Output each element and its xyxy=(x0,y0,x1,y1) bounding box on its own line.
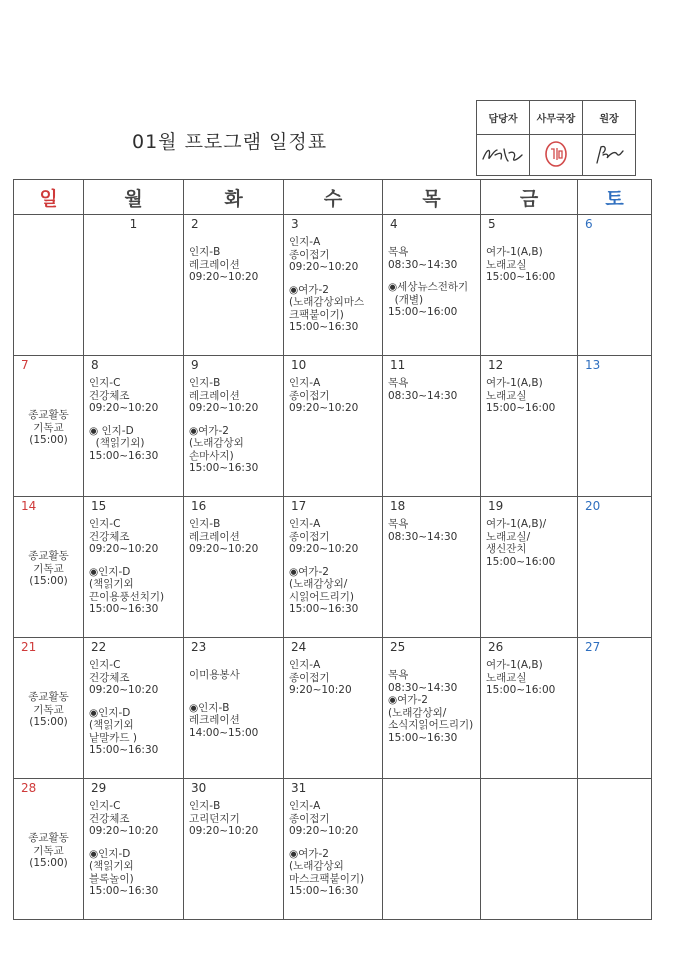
schedule-line: (15:00) xyxy=(29,575,68,587)
day-number: 23 xyxy=(191,640,207,654)
schedule-line: 마스크팩붙이기) xyxy=(289,872,365,885)
approval-box xyxy=(476,100,636,176)
calendar-day-cell xyxy=(383,497,481,638)
schedule-line: (15:00) xyxy=(29,857,68,869)
sunday-service-note xyxy=(19,832,78,870)
day-number: 13 xyxy=(585,358,601,372)
calendar-day-cell xyxy=(184,215,284,356)
schedule-line: 인지-B xyxy=(189,377,221,389)
schedule-line: 15:00~16:00 xyxy=(486,555,556,568)
sunday-service-note xyxy=(19,409,78,447)
day-number: 5 xyxy=(488,217,496,231)
day-number: 31 xyxy=(291,781,307,795)
schedule-line: 노래교실 xyxy=(486,258,527,271)
schedule-line: 09:20~10:20 xyxy=(289,825,359,837)
handwritten-signature-icon xyxy=(479,141,527,167)
line-spacer xyxy=(388,659,475,669)
calendar-week-row xyxy=(14,779,652,920)
schedule-line: (책읽기외 xyxy=(89,860,134,872)
calendar-week-row xyxy=(14,638,652,779)
weekday-header: 월 xyxy=(84,180,184,215)
schedule-line: 9:20~10:20 xyxy=(289,684,352,696)
calendar-day-cell xyxy=(481,497,578,638)
schedule-line: (15:00) xyxy=(29,716,68,728)
day-number: 21 xyxy=(21,640,37,654)
schedule-line: ◉ 인지-D xyxy=(89,424,134,437)
schedule-line: 15:00~16:30 xyxy=(289,603,359,615)
schedule-line: 15:00~16:00 xyxy=(486,271,556,283)
calendar-day-cell xyxy=(284,779,383,920)
day-number xyxy=(21,218,78,232)
schedule-line: 건강체조 xyxy=(89,530,130,543)
line-spacer xyxy=(89,838,178,848)
weekday-header: 토 xyxy=(578,180,652,215)
calendar-day-cell xyxy=(578,638,652,779)
day-number: 14 xyxy=(21,499,37,513)
schedule-line: 소식지읽어드리기) xyxy=(388,719,474,731)
calendar-day-cell xyxy=(14,356,84,497)
schedule-line: 09:20~10:20 xyxy=(189,271,259,283)
schedule-line: 레크레이션 xyxy=(189,389,240,402)
schedule-line: 종교활동 xyxy=(28,550,69,562)
day-number: 15 xyxy=(91,499,107,513)
schedule-line: 노래교실 xyxy=(486,671,527,684)
calendar-body xyxy=(14,215,652,920)
schedule-line: 기독교 xyxy=(33,703,64,716)
day-number: 20 xyxy=(585,499,601,513)
schedule-line: 09:20~10:20 xyxy=(189,825,259,837)
day-number: 24 xyxy=(291,640,307,654)
schedule-line: 15:00~16:30 xyxy=(89,449,159,462)
schedule-line: (노래감상외/ xyxy=(388,706,447,719)
calendar-day-cell xyxy=(84,638,184,779)
schedule-line: (책읽기외) xyxy=(89,437,145,449)
day-number: 18 xyxy=(390,499,406,513)
schedule-line: ◉여가-2 xyxy=(189,424,229,437)
calendar-week-row xyxy=(14,356,652,497)
schedule-line: 종이접기 xyxy=(289,530,330,543)
schedule-line: (노래감상외/ xyxy=(289,578,348,590)
schedule-line: ◉인지-B xyxy=(189,701,230,714)
schedule-line: 손마사지) xyxy=(189,449,234,462)
weekday-header: 화 xyxy=(184,180,284,215)
day-number: 7 xyxy=(21,358,29,372)
schedule-line: 08:30~14:30 xyxy=(388,681,458,694)
schedule-line: 기독교 xyxy=(33,844,64,857)
schedule-line: 인지-A xyxy=(289,800,321,812)
line-spacer xyxy=(89,556,178,566)
schedule-line: 건강체조 xyxy=(89,671,130,684)
schedule-line: 생신잔치 xyxy=(486,543,527,555)
schedule-line: 목욕 xyxy=(388,669,409,681)
schedule-line: 인지-A xyxy=(289,236,321,248)
schedule-line: 종이접기 xyxy=(289,248,330,261)
calendar-day-cell xyxy=(84,356,184,497)
schedule-line: 레크레이션 xyxy=(189,714,240,726)
schedule-line: (책읽기외 xyxy=(89,719,134,731)
weekday-header: 수 xyxy=(284,180,383,215)
schedule-line: 인지-C xyxy=(89,800,121,812)
schedule-line: 여가-1(A,B) xyxy=(486,377,543,389)
approval-header-director: 원장 xyxy=(583,101,636,135)
calendar-day-cell xyxy=(84,497,184,638)
schedule-line: 인지-B xyxy=(189,518,221,530)
schedule-line: 09:20~10:20 xyxy=(89,402,159,414)
schedule-line: 고리던지기 xyxy=(189,812,240,825)
schedule-line: 09:20~10:20 xyxy=(289,261,359,273)
schedule-line: 15:00~16:30 xyxy=(89,744,159,756)
schedule-line: (노래감상외마스 xyxy=(289,296,365,308)
day-number: 4 xyxy=(390,217,398,231)
schedule-line: 끈이용풍선치기) xyxy=(89,590,165,603)
line-spacer xyxy=(189,692,278,702)
calendar-day-cell xyxy=(578,215,652,356)
day-number xyxy=(488,782,572,796)
day-number: 6 xyxy=(585,217,593,231)
calendar-day-cell xyxy=(383,215,481,356)
schedule-line: 15:00~16:30 xyxy=(189,462,259,474)
calendar-day-cell xyxy=(481,215,578,356)
day-number xyxy=(585,782,646,796)
schedule-line: 여가-1(A,B) xyxy=(486,659,543,671)
calendar-day-cell xyxy=(284,638,383,779)
schedule-line: 08:30~14:30 xyxy=(388,530,458,543)
schedule-line: ◉여가-2 xyxy=(289,565,329,578)
schedule-line: 종이접기 xyxy=(289,389,330,402)
day-number: 10 xyxy=(291,358,307,372)
schedule-line: 목욕 xyxy=(388,518,409,530)
day-number: 29 xyxy=(91,781,107,795)
schedule-line: 15:00~16:30 xyxy=(289,885,359,897)
calendar-day-cell xyxy=(383,779,481,920)
schedule-line: 인지-A xyxy=(289,518,321,530)
day-number: 22 xyxy=(91,640,107,654)
schedule-line: ◉세상뉴스전하기 xyxy=(388,281,469,293)
schedule-line: 건강체조 xyxy=(89,812,130,825)
schedule-line: 블록놀이) xyxy=(89,872,134,885)
day-number: 12 xyxy=(488,358,504,372)
line-spacer xyxy=(289,838,377,848)
day-number: 16 xyxy=(191,499,207,513)
seal-stamp-icon xyxy=(541,139,571,169)
schedule-line: 15:00~16:00 xyxy=(388,306,458,318)
schedule-line: ◉인지-D xyxy=(89,847,131,860)
schedule-line: 노래교실/ xyxy=(486,530,531,543)
schedule-line: 15:00~16:00 xyxy=(486,684,556,696)
calendar-day-cell xyxy=(578,356,652,497)
weekday-header: 금 xyxy=(481,180,578,215)
schedule-line: 인지-B xyxy=(189,246,221,258)
schedule-line: 09:20~10:20 xyxy=(189,402,259,414)
schedule-line: 15:00~16:30 xyxy=(89,885,159,897)
calendar-day-cell xyxy=(184,356,284,497)
schedule-line: ◉인지-D xyxy=(89,565,131,578)
calendar-day-cell xyxy=(14,779,84,920)
schedule-line: 종교활동 xyxy=(28,691,69,703)
schedule-line: 인지-A xyxy=(289,377,321,389)
weekday-header-row xyxy=(14,180,652,215)
schedule-line: 종이접기 xyxy=(289,812,330,825)
calendar-day-cell xyxy=(481,356,578,497)
schedule-line: 인지-B xyxy=(189,800,221,812)
sunday-service-note xyxy=(19,550,78,588)
schedule-line: 09:20~10:20 xyxy=(89,825,159,837)
line-spacer xyxy=(289,556,377,566)
day-number: 19 xyxy=(488,499,504,513)
schedule-line: 레크레이션 xyxy=(189,530,240,543)
calendar-day-cell xyxy=(184,779,284,920)
schedule-line: 15:00~16:00 xyxy=(486,402,556,414)
calendar-day-cell xyxy=(84,779,184,920)
schedule-line: 여가-1(A,B) xyxy=(486,246,543,258)
line-spacer xyxy=(189,682,278,692)
schedule-line: 인지-C xyxy=(89,659,121,671)
schedule-line: 시읽어드리기) xyxy=(289,590,354,603)
schedule-line: 인지-A xyxy=(289,659,321,671)
schedule-line: 인지-C xyxy=(89,518,121,530)
schedule-line: 노래교실 xyxy=(486,389,527,402)
weekday-header: 목 xyxy=(383,180,481,215)
day-number: 28 xyxy=(21,781,37,795)
approval-header-secretary: 사무국장 xyxy=(530,101,583,135)
schedule-line: (15:00) xyxy=(29,434,68,446)
calendar-day-cell xyxy=(578,779,652,920)
day-number: 9 xyxy=(191,358,199,372)
page-title: 01월 프로그램 일정표 xyxy=(132,131,328,153)
calendar-day-cell xyxy=(481,638,578,779)
schedule-line: 09:20~10:20 xyxy=(289,543,359,555)
schedule-line: 15:00~16:30 xyxy=(289,321,359,333)
day-number: 2 xyxy=(191,217,199,231)
calendar-day-cell xyxy=(14,638,84,779)
schedule-line: 15:00~16:30 xyxy=(89,603,159,615)
calendar-day-cell xyxy=(284,356,383,497)
schedule-line: 09:20~10:20 xyxy=(89,684,159,696)
day-number xyxy=(390,782,475,796)
schedule-line: ◉여가-2 xyxy=(289,847,329,860)
schedule-line: 낱말카드 ) xyxy=(89,731,138,744)
calendar-day-cell xyxy=(184,638,284,779)
day-number: 27 xyxy=(585,640,601,654)
schedule-line: 08:30~14:30 xyxy=(388,258,458,271)
schedule-line: (개별) xyxy=(388,293,424,306)
day-number: 26 xyxy=(488,640,504,654)
day-number: 3 xyxy=(291,217,299,231)
calendar-table xyxy=(13,179,652,920)
calendar-week-row xyxy=(14,497,652,638)
schedule-line: (노래감상외 xyxy=(289,860,344,872)
approval-sign-secretary xyxy=(530,135,583,176)
day-number: 1 xyxy=(129,217,138,231)
schedule-line: 크팩붙이기) xyxy=(289,308,344,321)
schedule-line: 종교활동 xyxy=(28,409,69,421)
calendar-day-cell xyxy=(14,215,84,356)
schedule-line: 기독교 xyxy=(33,562,64,575)
calendar-week-row xyxy=(14,215,652,356)
schedule-line: 기독교 xyxy=(33,421,64,434)
schedule-line: (책읽기외 xyxy=(89,578,134,590)
schedule-line: 08:30~14:30 xyxy=(388,389,458,402)
approval-header-manager: 담당자 xyxy=(477,101,530,135)
calendar-day-cell xyxy=(84,215,184,356)
calendar-day-cell xyxy=(383,356,481,497)
schedule-line: 레크레이션 xyxy=(189,258,240,271)
day-number: 11 xyxy=(390,358,406,372)
line-spacer xyxy=(388,271,475,281)
calendar-day-cell xyxy=(481,779,578,920)
schedule-line: 종교활동 xyxy=(28,832,69,844)
handwritten-signature-icon xyxy=(591,141,627,167)
schedule-line: 14:00~15:00 xyxy=(189,726,259,739)
calendar-day-cell xyxy=(284,215,383,356)
calendar-day-cell xyxy=(184,497,284,638)
schedule-line: 09:20~10:20 xyxy=(89,543,159,555)
calendar-day-cell xyxy=(284,497,383,638)
schedule-line: ◉인지-D xyxy=(89,706,131,719)
schedule-line: 종이접기 xyxy=(289,671,330,684)
day-number: 30 xyxy=(191,781,207,795)
day-number: 17 xyxy=(291,499,307,513)
line-spacer xyxy=(289,274,377,284)
calendar-day-cell xyxy=(383,638,481,779)
approval-sign-manager xyxy=(477,135,530,176)
line-spacer xyxy=(189,659,278,669)
line-spacer xyxy=(89,697,178,707)
day-number: 8 xyxy=(91,358,99,372)
schedule-line: 건강체조 xyxy=(89,389,130,402)
line-spacer xyxy=(388,236,475,246)
schedule-line: 목욕 xyxy=(388,377,409,389)
schedule-line: 09:20~10:20 xyxy=(289,402,359,414)
schedule-line: 09:20~10:20 xyxy=(189,543,259,555)
weekday-header: 일 xyxy=(14,180,84,215)
line-spacer xyxy=(189,415,278,425)
schedule-line: 여가-1(A,B)/ xyxy=(486,518,547,530)
day-number: 25 xyxy=(390,640,406,654)
line-spacer xyxy=(189,236,278,246)
schedule-line: 이미용봉사 xyxy=(189,669,240,681)
schedule-line: ◉여가-2 xyxy=(388,694,428,706)
sunday-service-note xyxy=(19,691,78,729)
line-spacer xyxy=(89,415,178,425)
schedule-line: 15:00~16:30 xyxy=(388,731,458,744)
approval-sign-director xyxy=(583,135,636,176)
calendar-day-cell xyxy=(578,497,652,638)
calendar-day-cell xyxy=(14,497,84,638)
schedule-line: 목욕 xyxy=(388,246,409,258)
schedule-line: 인지-C xyxy=(89,377,121,389)
schedule-line: (노래감상외 xyxy=(189,437,244,449)
line-spacer xyxy=(486,236,572,246)
schedule-line: ◉여가-2 xyxy=(289,283,329,296)
